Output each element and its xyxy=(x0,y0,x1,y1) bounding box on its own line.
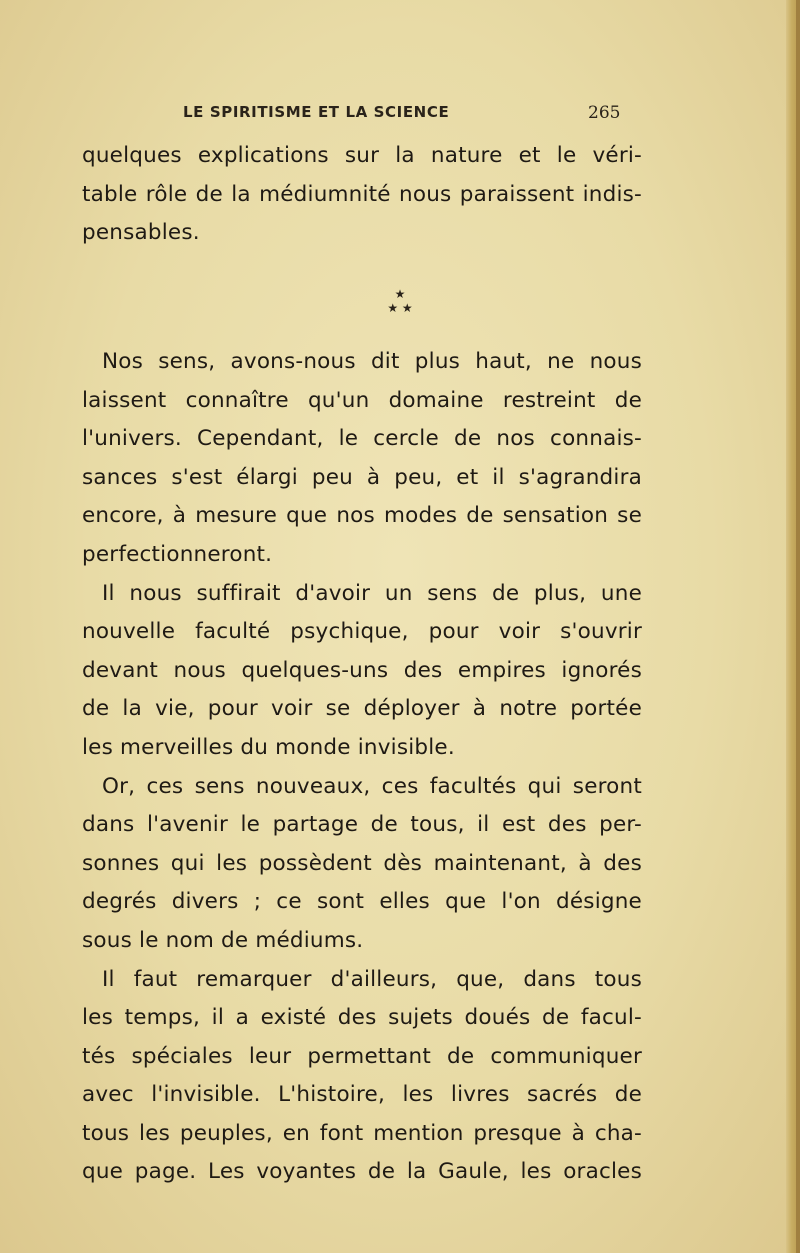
text-line: Il nous suffirait d'avoir un sens de plus, une xyxy=(102,580,642,606)
separator-top-star: ★ xyxy=(394,287,406,301)
text-line: perfectionneront. xyxy=(82,541,273,567)
text-line: avec l'invisible. L'histoire, les livres sacrés de xyxy=(82,1082,642,1108)
text-line: devant nous quelques-uns des empires ignorés xyxy=(82,657,642,683)
text-line: les merveilles du monde invisible. xyxy=(82,734,455,760)
body-text xyxy=(82,343,642,1192)
text-line: l'univers. Cependant, le cercle de nos connais- xyxy=(82,426,642,452)
section-separator xyxy=(0,287,800,315)
text-line: Il faut remarquer d'ailleurs, que, dans tous xyxy=(102,966,642,992)
page-number: 265 xyxy=(588,103,621,123)
page-header xyxy=(0,103,800,127)
text-line: pensables. xyxy=(82,220,200,246)
text-line: table rôle de la médiumnité nous paraissent indis- xyxy=(82,181,642,207)
page-edge-shadow xyxy=(796,0,800,1253)
text-line: tés spéciales leur permettant de communiquer xyxy=(82,1043,642,1069)
separator-bottom-stars: ★ ★ xyxy=(387,301,413,315)
text-line: les temps, il a existé des sujets doués de facul- xyxy=(82,1005,642,1031)
text-line: de la vie, pour voir se déployer à notre portée xyxy=(82,696,642,722)
text-line: que page. Les voyantes de la Gaule, les oracles xyxy=(82,1159,642,1185)
text-line: quelques explications sur la nature et le véri- xyxy=(82,143,642,168)
text-line: dans l'avenir le partage de tous, il est des per- xyxy=(82,812,642,838)
text-line: sonnes qui les possèdent dès maintenant, à des xyxy=(82,850,642,876)
text-line: sances s'est élargi peu à peu, et il s'agrandira xyxy=(82,464,642,490)
text-line: sous le nom de médiums. xyxy=(82,927,364,953)
running-head: LE SPIRITISME ET LA SCIENCE xyxy=(183,103,450,121)
text-line: encore, à mesure que nos modes de sensation se xyxy=(82,503,642,529)
text-line: nouvelle faculté psychique, pour voir s'ouvrir xyxy=(82,619,642,645)
paragraph-1 xyxy=(82,137,642,253)
text-line: tous les peuples, en font mention presque à cha- xyxy=(82,1120,642,1146)
text-line: Nos sens, avons-nous dit plus haut, ne nous xyxy=(102,349,642,374)
text-line: Or, ces sens nouveaux, ces facultés qui seront xyxy=(102,773,642,799)
text-line: degrés divers ; ce sont elles que l'on désigne xyxy=(82,889,642,915)
text-line: laissent connaître qu'un domaine restreint de xyxy=(82,387,642,413)
